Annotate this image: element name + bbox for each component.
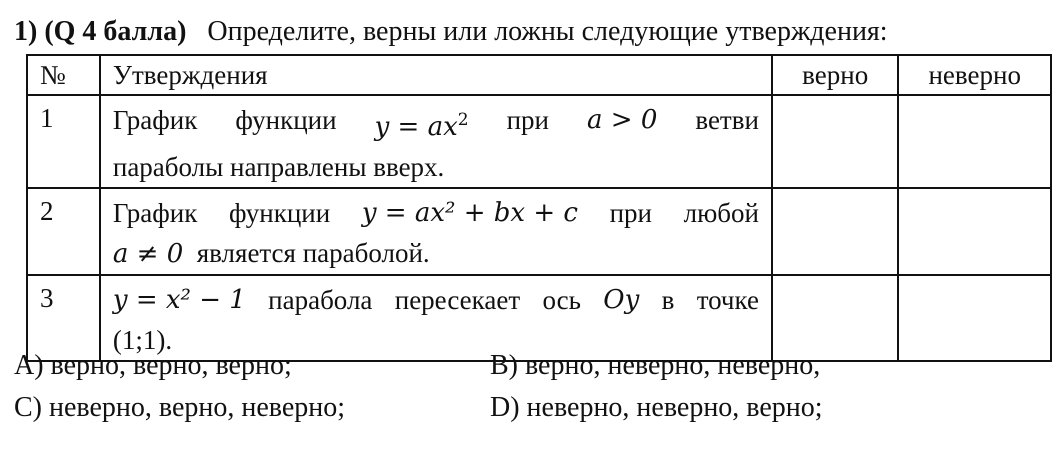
statement-word: в: [661, 285, 675, 315]
row-number: 1: [27, 95, 100, 188]
header-true: верно: [772, 55, 898, 95]
condition-formula: a > 0: [587, 105, 658, 135]
question-text: Определите, верны или ложны следующие утверждения:: [207, 16, 888, 47]
answer-true-cell[interactable]: [772, 95, 898, 188]
axis-formula: Oy: [603, 285, 640, 315]
statement-cell: [100, 188, 772, 275]
row-number: 3: [27, 275, 100, 361]
statement-line: является параболой.: [196, 238, 430, 268]
formula: [375, 100, 469, 147]
formula-text: y = x² − 1: [112, 285, 246, 315]
table-row: [27, 188, 1051, 275]
question-number: 1): [14, 16, 38, 47]
statement-word: точке: [696, 285, 759, 315]
option-d[interactable]: D) неверно, неверно, верно;: [490, 392, 823, 423]
statement-word: ось: [542, 285, 581, 315]
answer-false-cell[interactable]: [898, 275, 1051, 361]
table-row: [27, 95, 1051, 188]
statement-word: функции: [228, 198, 331, 228]
header-false: неверно: [898, 55, 1051, 95]
header-number: №: [27, 55, 100, 95]
option-c[interactable]: C) неверно, верно, неверно;: [14, 392, 346, 423]
option-a[interactable]: A) верно, верно, верно;: [14, 350, 292, 381]
condition-formula: a ≠ 0: [112, 239, 184, 269]
statements-table: [26, 54, 1052, 362]
formula-exponent: 2: [457, 110, 469, 130]
statement-word: ветви: [695, 105, 759, 135]
formula-text: y = ax² + bx + c: [361, 198, 578, 228]
statement-word: парабола: [268, 285, 373, 315]
header-statement: Утверждения: [100, 55, 772, 95]
statement-word: при: [506, 105, 549, 135]
answer-true-cell[interactable]: [772, 188, 898, 275]
formula-text: y = ax: [374, 112, 458, 142]
answer-false-cell[interactable]: [898, 188, 1051, 275]
statement-word: График: [112, 198, 198, 228]
statement-word: пересекает: [394, 285, 521, 315]
question-points: (Q 4 балла): [44, 16, 187, 47]
option-b[interactable]: B) верно, неверно, неверно,: [490, 350, 821, 381]
question-header: [14, 14, 888, 50]
statement-line: (1;1).: [112, 325, 173, 355]
statement-word: при: [609, 198, 652, 228]
row-number: 2: [27, 188, 100, 275]
statement-word: функции: [235, 105, 337, 135]
statement-line: параболы направлены вверх.: [112, 152, 445, 182]
statement-word: любой: [683, 198, 759, 228]
statement-cell: [100, 95, 772, 188]
table-header-row: [27, 55, 1051, 95]
statement-word: График: [112, 105, 198, 135]
answer-false-cell[interactable]: [898, 95, 1051, 188]
